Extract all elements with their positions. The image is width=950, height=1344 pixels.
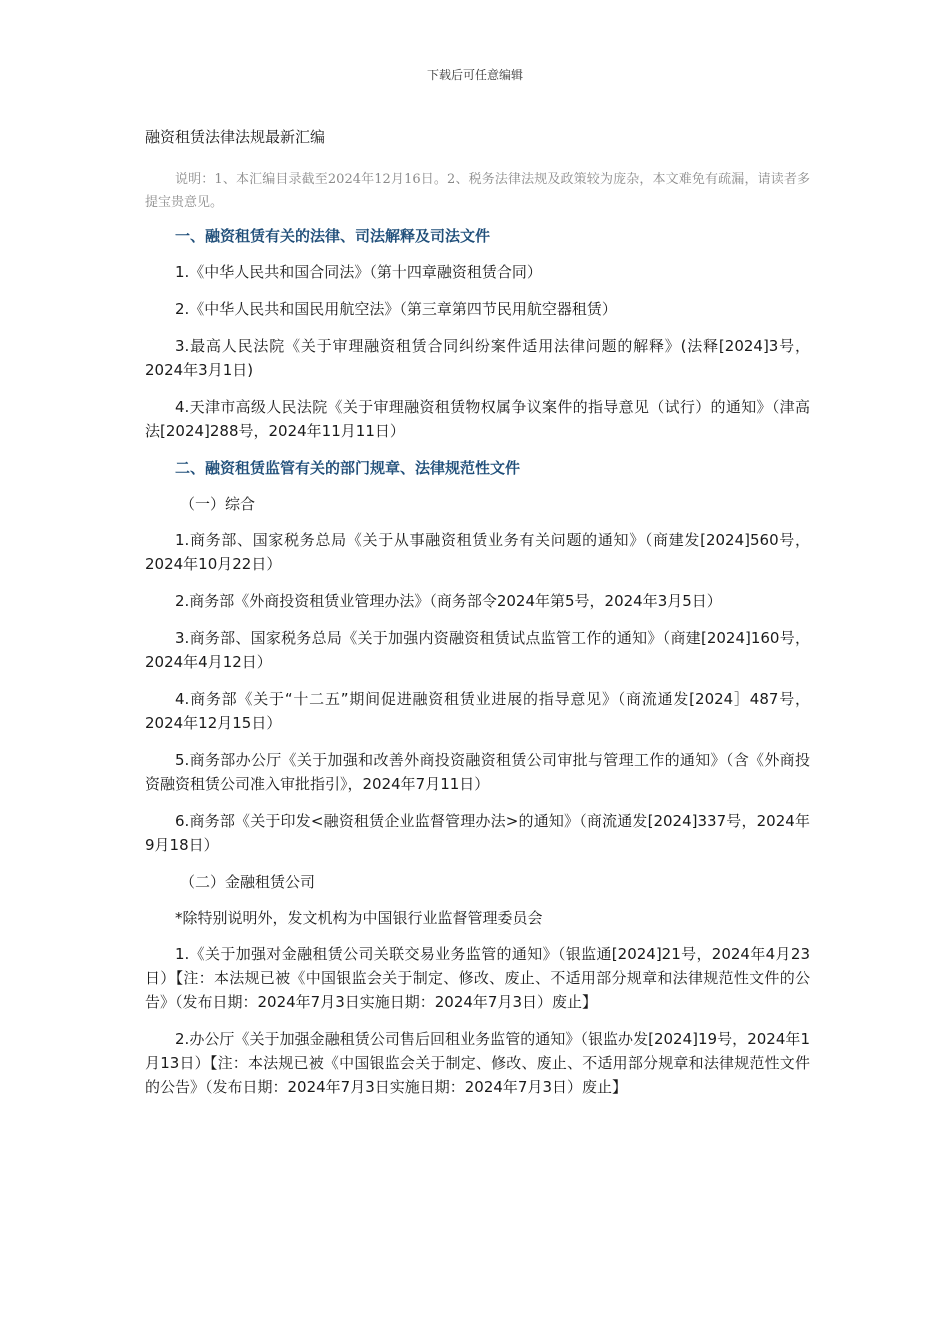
subsection-general-item: 1.商务部、国家税务总局《关于从事融资租赁业务有关问题的通知》（商建发[2024]560号，2024年10月22日） xyxy=(145,531,810,573)
section-2-heading: 二、融资租赁监管有关的部门规章、法律规范性文件 xyxy=(175,459,521,477)
subsection-general-item: 6.商务部《关于印发<融资租赁企业监督管理办法>的通知》（商流通发[2024]337号，2024年9月18日） xyxy=(145,812,810,854)
section-1-item: 2.《中华人民共和国民用航空法》（第三章第四节民用航空器租赁） xyxy=(175,300,617,318)
document-content xyxy=(145,124,810,1112)
subsection-financial-leasing-item: 2.办公厅《关于加强金融租赁公司售后回租业务监管的通知》（银监办发[2024]19号，2024年1月13日）【注：本法规已被《中国银监会关于制定、修改、废止、不适用部分规章和法律规范性文件的公告》（发布日期：2024年7月3日实施日期：2024年7月3日）废止】 xyxy=(145,1030,810,1096)
subsection-general-heading: （一）综合 xyxy=(180,495,256,513)
subsection-financial-leasing-item: 1.《关于加强对金融租赁公司关联交易业务监管的通知》（银监通[2024]21号，2024年4月23日）【注：本法规已被《中国银监会关于制定、修改、废止、不适用部分规章和法律规范性文件的公告》（发布日期：2024年7月3日实施日期：2024年7月3日）废止】 xyxy=(145,945,810,1011)
section-1-item: 4.天津市高级人民法院《关于审理融资租赁物权属争议案件的指导意见（试行）的通知》（津高法[2024]288号，2024年11月11日） xyxy=(145,398,810,440)
header-note: 下载后可任意编辑 xyxy=(426,68,523,82)
explanatory-note: 说明：1、本汇编目录截至2024年12月16日。2、税务法律法规及政策较为庞杂，本文难免有疏漏，请读者多提宝贵意见。 xyxy=(145,172,810,210)
issuer-remark: *除特别说明外，发文机构为中国银行业监督管理委员会 xyxy=(175,909,543,927)
subsection-general-item: 4.商务部《关于“十二五”期间促进融资租赁业进展的指导意见》（商流通发[2024］487号，2024年12月15日） xyxy=(145,690,810,732)
section-1-heading: 一、融资租赁有关的法律、司法解释及司法文件 xyxy=(175,227,491,245)
section-1-item: 3.最高人民法院《关于审理融资租赁合同纠纷案件适用法律问题的解释》(法释[2024]3号，2024年3月1日) xyxy=(145,337,810,379)
subsection-general-item: 5.商务部办公厅《关于加强和改善外商投资融资租赁公司审批与管理工作的通知》（含《外商投资融资租赁公司准入审批指引》，2024年7月11日） xyxy=(145,751,810,793)
subsection-general-item: 2.商务部《外商投资租赁业管理办法》（商务部令2024年第5号，2024年3月5日） xyxy=(175,592,722,610)
subsection-general-item: 3.商务部、国家税务总局《关于加强内资融资租赁试点监管工作的通知》（商建[2024]160号，2024年4月12日） xyxy=(145,629,810,671)
subsection-financial-leasing-heading: （二）金融租赁公司 xyxy=(180,873,316,891)
document-title: 融资租赁法律法规最新汇编 xyxy=(145,128,326,146)
section-1-item: 1.《中华人民共和国合同法》（第十四章融资租赁合同） xyxy=(175,263,542,281)
